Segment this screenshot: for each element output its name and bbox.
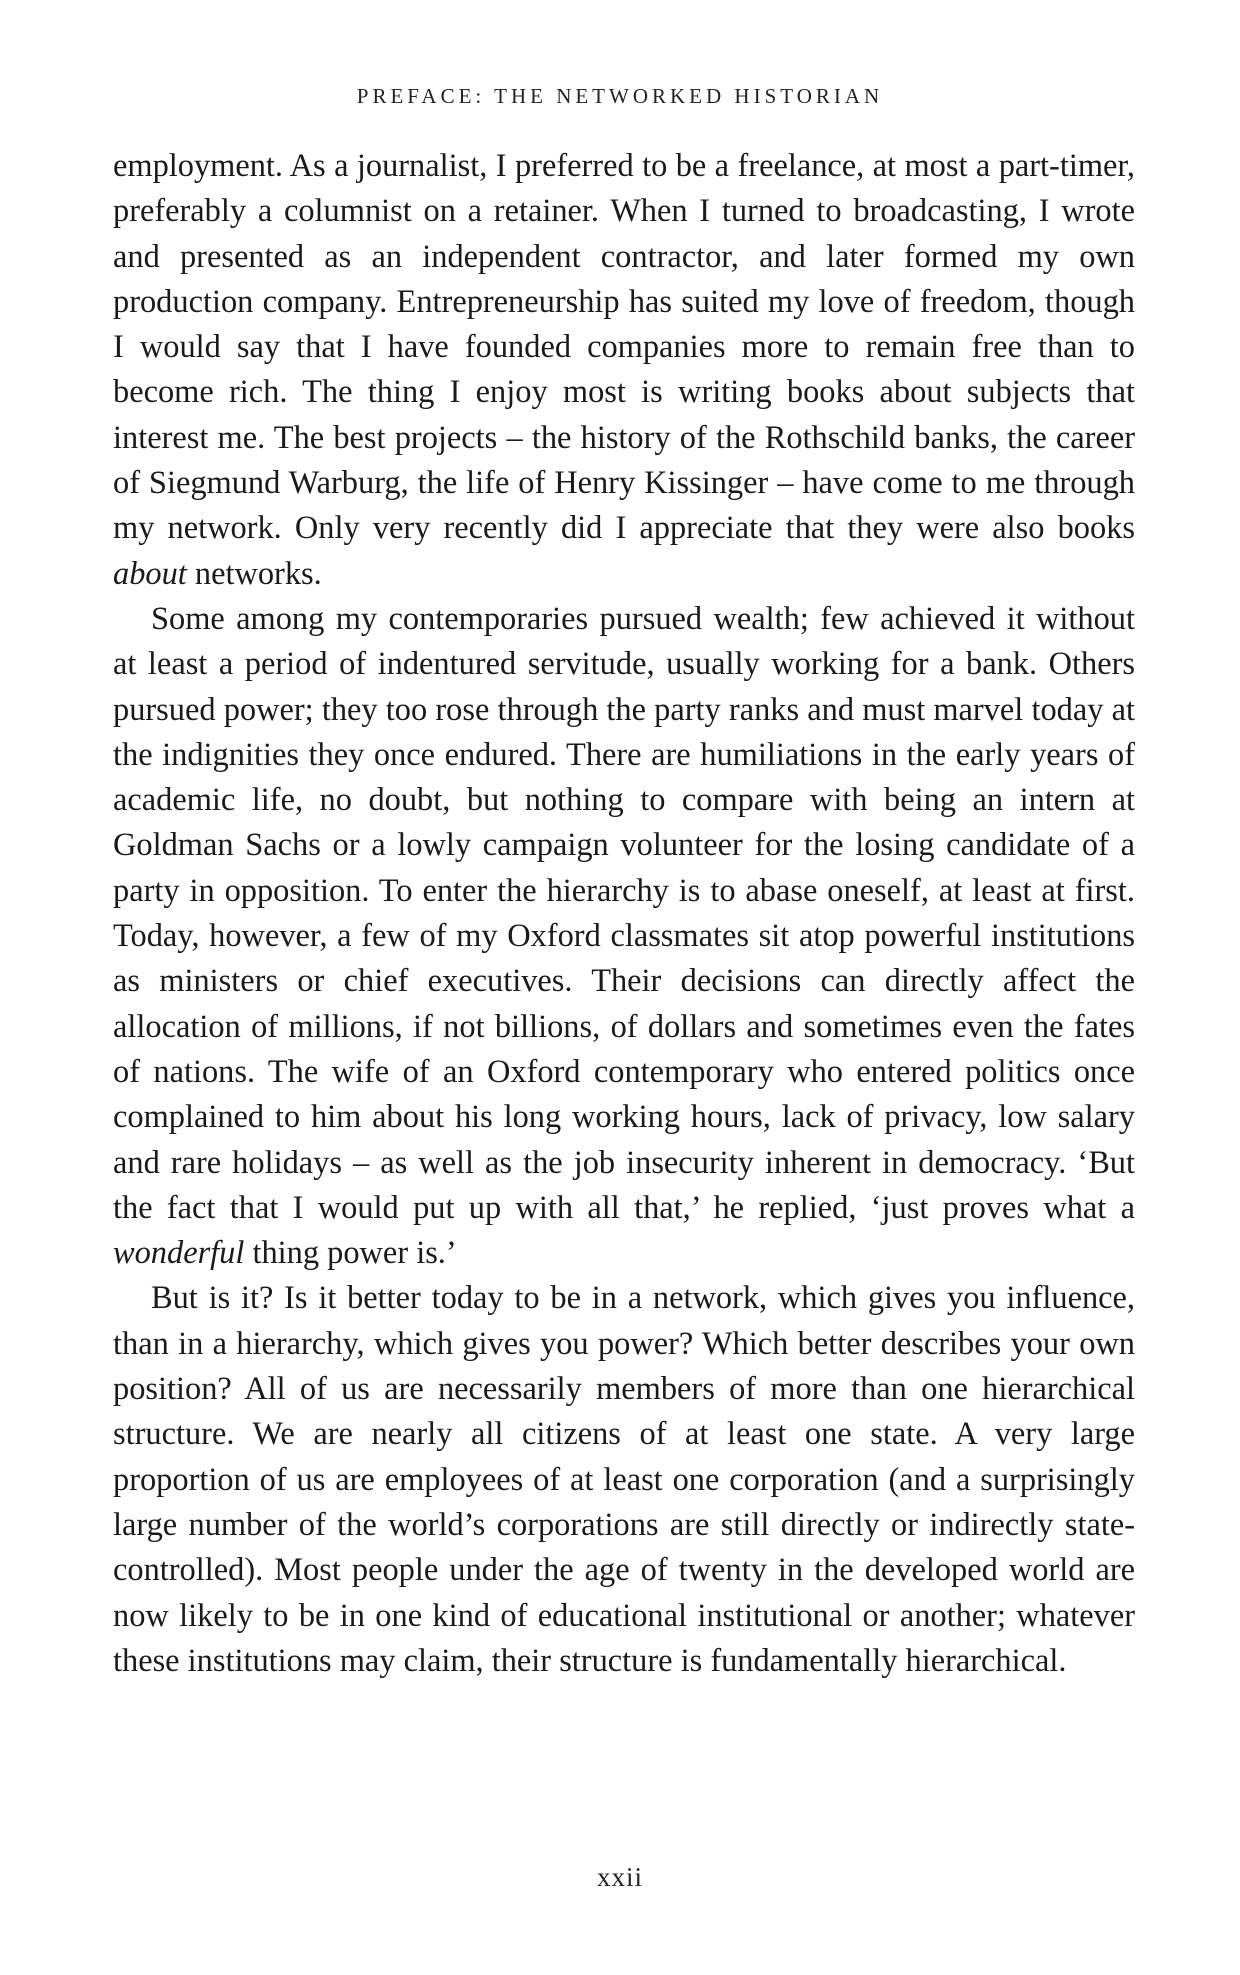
paragraph-3-text: But is it? Is it better today to be in a network, which gives you influence, than in a hierarchy, which gives you power? Which better describes your own position? All of us are necessarily members of more than one hierarchical structure. We are nearly all citizens of at least one state. A very large proportion of us are employees of at least one corporation (and a surprisingly large number of the world’s corporations are still directly or indirectly state-controlled). Most people under the age of twenty in the developed world are now likely to be in one kind of educational institutional or another; whatever these institutions may claim, their structure is fundamentally hierarchical. bbox=[113, 1280, 1135, 1679]
page-number: xxii bbox=[596, 1862, 643, 1892]
paragraph-1-text-b: networks. bbox=[186, 555, 322, 592]
paragraph-2-text-a: Some among my contemporaries pursued wealth; few achieved it without at least a period of indentured servitude, usually working for a bank. Others pursued power; they too rose through the party ranks and must marvel today at the indignities they once endured. There are humiliations in the early years of academic life, no doubt, but nothing to compare with being an intern at Goldman Sachs or a lowly campaign volunteer for the losing candidate of a party in opposition. To enter the hierarchy is to abase oneself, at least at first. Today, however, a few of my Oxford classmates sit atop powerful institutions as ministers or chief executives. Their decisions can directly affect the allocation of millions, if not billions, of dollars and sometimes even the fates of nations. The wife of an Oxford contemporary who entered politics once complained to him about his long working hours, lack of privacy, low salary and rare holidays – as well as the job insecurity inherent in democracy. ‘But the fact that I would put up with all that,’ he replied, ‘just proves what a bbox=[113, 600, 1135, 1226]
paragraph-2 bbox=[113, 597, 1135, 1276]
paragraph-3 bbox=[113, 1276, 1135, 1684]
paragraph-2-text-b: thing power is.’ bbox=[244, 1235, 457, 1272]
running-head: PREFACE: THE NETWORKED HISTORIAN bbox=[356, 84, 884, 108]
paragraph-1-italic: about bbox=[113, 555, 187, 592]
body-text bbox=[113, 144, 1135, 1684]
paragraph-1 bbox=[113, 144, 1135, 597]
paragraph-1-text-a: employment. As a journalist, I preferred to be a freelance, at most a part-timer, preferably a columnist on a retainer. When I turned to broadcasting, I wrote and presented as an independent contractor, and later formed my own production company. Entrepreneurship has suited my love of freedom, though I would say that I have founded companies more to remain free than to become rich. The thing I enjoy most is writing books about subjects that interest me. The best projects – the history of the Rothschild banks, the career of Siegmund Warburg, the life of Henry Kissinger – have come to me through my network. Only very recently did I appreciate that they were also books bbox=[113, 148, 1135, 547]
paragraph-2-italic: wonderful bbox=[113, 1235, 245, 1272]
